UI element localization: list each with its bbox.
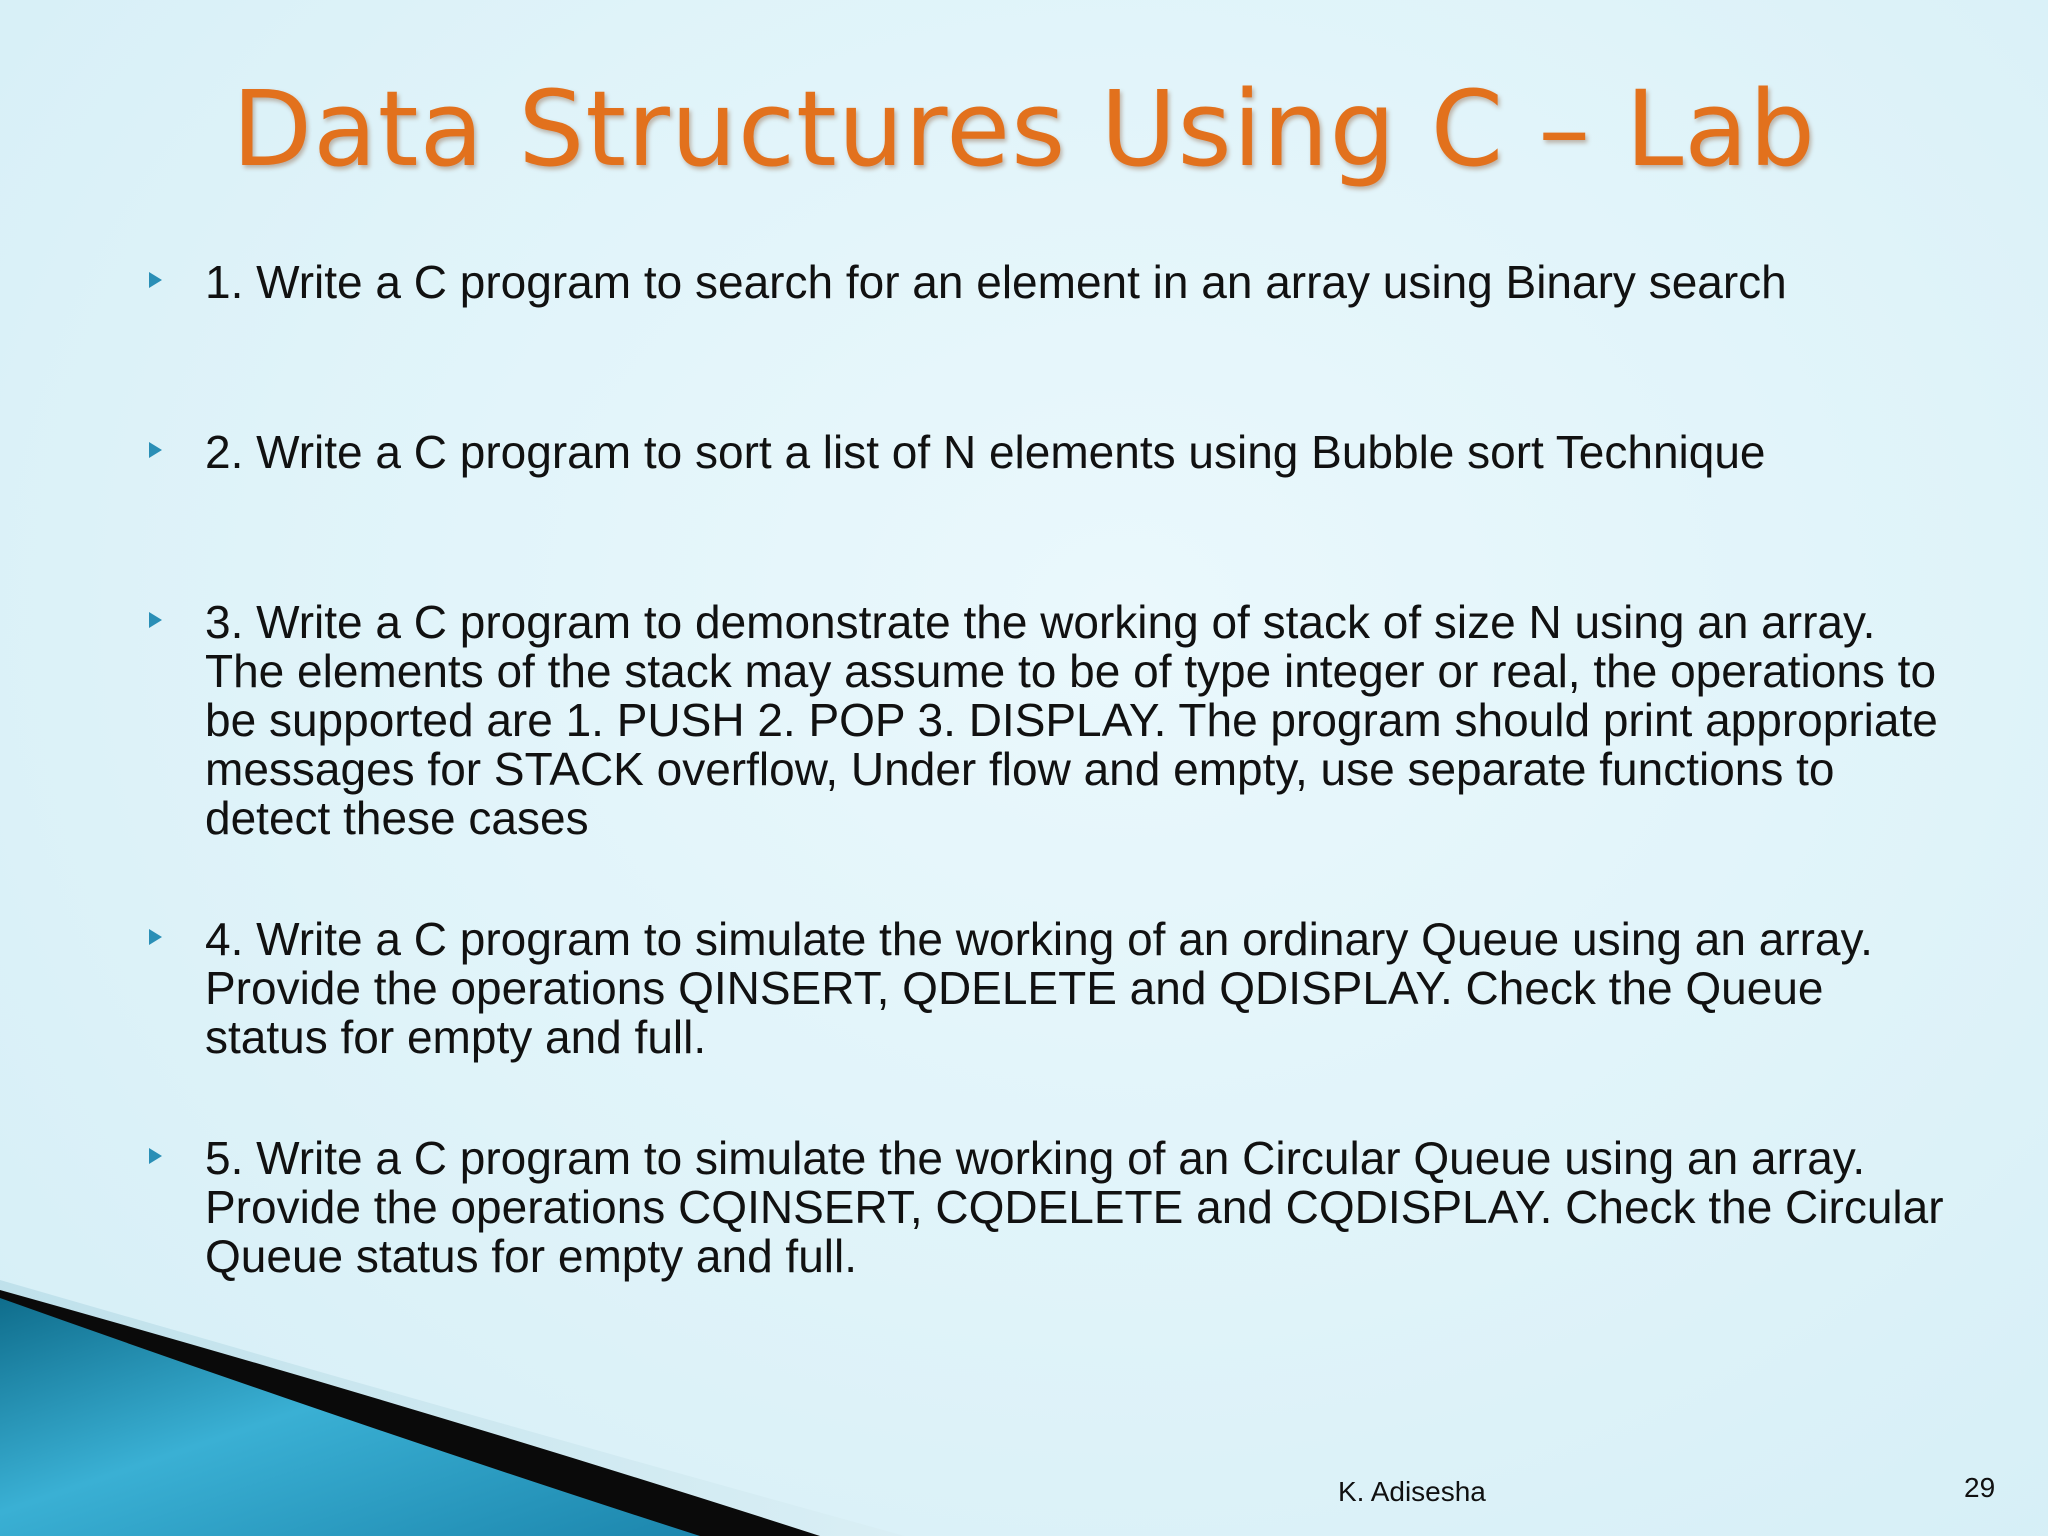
list-item-text: 5. Write a C program to simulate the working of an Circular Queue using an array. Provide the operations CQINSERT, CQDELETE and CQDISPLAY. Check the Circular Queue status for empty and full. [205, 1132, 1944, 1282]
bullet-arrow-icon [149, 272, 162, 288]
bullet-arrow-icon [149, 442, 162, 458]
bullet-arrow-icon [149, 1148, 162, 1164]
bottom-left-swoosh-decoration [0, 1280, 1000, 1536]
list-item [205, 258, 1945, 307]
list-item [205, 1134, 1945, 1281]
list-item-text: 2. Write a C program to sort a list of N elements using Bubble sort Technique [205, 426, 1766, 478]
footer-author: K. Adisesha [1338, 1476, 1486, 1507]
list-item [205, 915, 1945, 1062]
list-item [205, 598, 1945, 843]
list-item-text: 3. Write a C program to demonstrate the working of stack of size N using an array. The elements of the stack may assume to be of type integer or real, the operations to be supported are 1. PUSH 2. POP 3. DISPLAY. The program should print appropriate messages for STACK overflow, Under flow and empty, use separate functions to detect these cases [205, 596, 1938, 844]
page-number: 29 [1964, 1472, 1996, 1503]
bullet-arrow-icon [149, 929, 162, 945]
list-item-text: 1. Write a C program to search for an element in an array using Binary search [205, 256, 1787, 308]
bullet-arrow-icon [149, 612, 162, 628]
slide-title: Data Structures Using C – Lab [231, 68, 1817, 190]
list-item-text: 4. Write a C program to simulate the working of an ordinary Queue using an array. Provide the operations QINSERT, QDELETE and QDISPLAY. Check the Queue status for empty and full. [205, 913, 1873, 1063]
list-item [205, 428, 1945, 477]
